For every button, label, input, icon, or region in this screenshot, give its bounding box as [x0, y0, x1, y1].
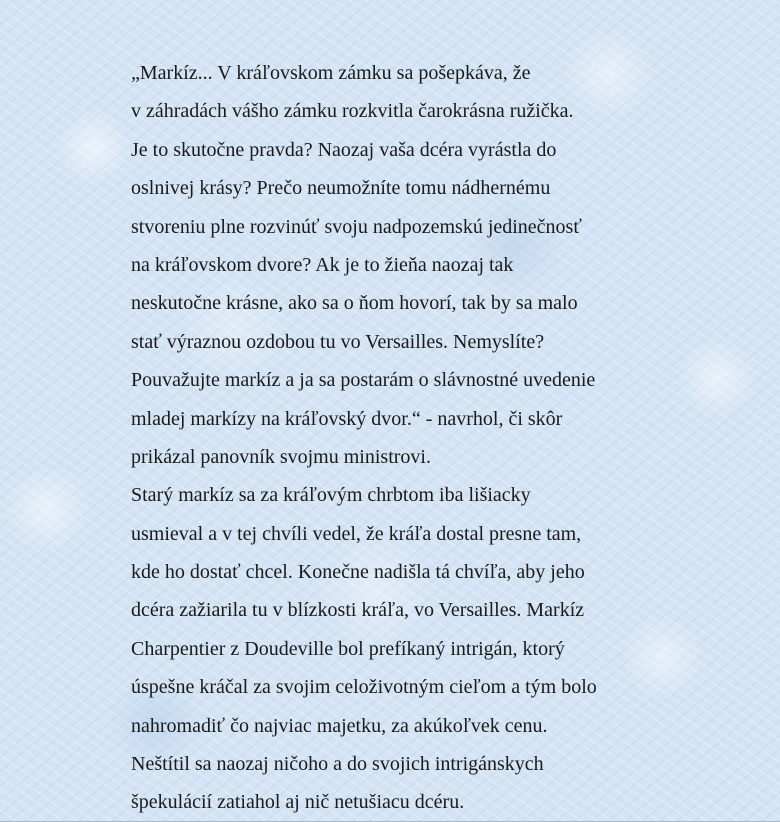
text-line: Neštítil sa naozaj ničoho a do svojich intrigánskych: [131, 753, 544, 776]
text-line: špekulácií zatiahol aj nič netušiacu dcéru.: [131, 791, 465, 814]
text-line: stvoreniu plne rozvinúť svoju nadpozemskú jedinečnosť: [131, 215, 582, 238]
text-line: stať výraznou ozdobou tu vo Versailles. Nemyslíte?: [131, 330, 545, 353]
text-line: „Markíz... V kráľovskom zámku sa pošepkáva, že: [131, 62, 531, 84]
text-line: nahromadiť čo najviac majetku, za akúkoľvek cenu.: [131, 714, 548, 737]
text-line: Charpentier z Doudeville bol prefíkaný intrigán, ktorý: [131, 637, 565, 660]
text-line: Je to skutočne pravda? Naozaj vaša dcéra vyrástla do: [131, 138, 557, 161]
text-line: neskutočne krásne, ako sa o ňom hovorí, tak by sa malo: [131, 292, 578, 315]
text-line: usmieval a v tej chvíli vedel, že kráľa dostal presne tam,: [131, 522, 582, 545]
text-line: úspešne kráčal za svojim celoživotným cieľom a tým bolo: [131, 676, 597, 699]
text-line: dcéra zažiarila tu v blízkosti kráľa, vo Versailles. Markíz: [131, 599, 585, 622]
text-line: na kráľovskom dvore? Ak je to žieňa naozaj tak: [131, 253, 514, 276]
text-line: prikázal panovník svojmu ministrovi.: [131, 445, 431, 468]
text-line: Pouvažujte markíz a ja sa postarám o slávnostné uvedenie: [131, 369, 596, 392]
text-line: v záhradách vášho zámku rozkvitla čarokrásna ružička.: [131, 100, 574, 123]
document-text: [131, 54, 771, 822]
text-line: mladej markízy na kráľovský dvor.“ - navrhol, či skôr: [131, 407, 563, 430]
text-line: kde ho dostať chcel. Konečne nadišla tá chvíľa, aby jeho: [131, 561, 585, 584]
text-line: oslnivej krásy? Prečo neumožníte tomu nádhernému: [131, 177, 551, 200]
text-line: Starý markíz sa za kráľovým chrbtom iba lišiacky: [131, 484, 531, 507]
